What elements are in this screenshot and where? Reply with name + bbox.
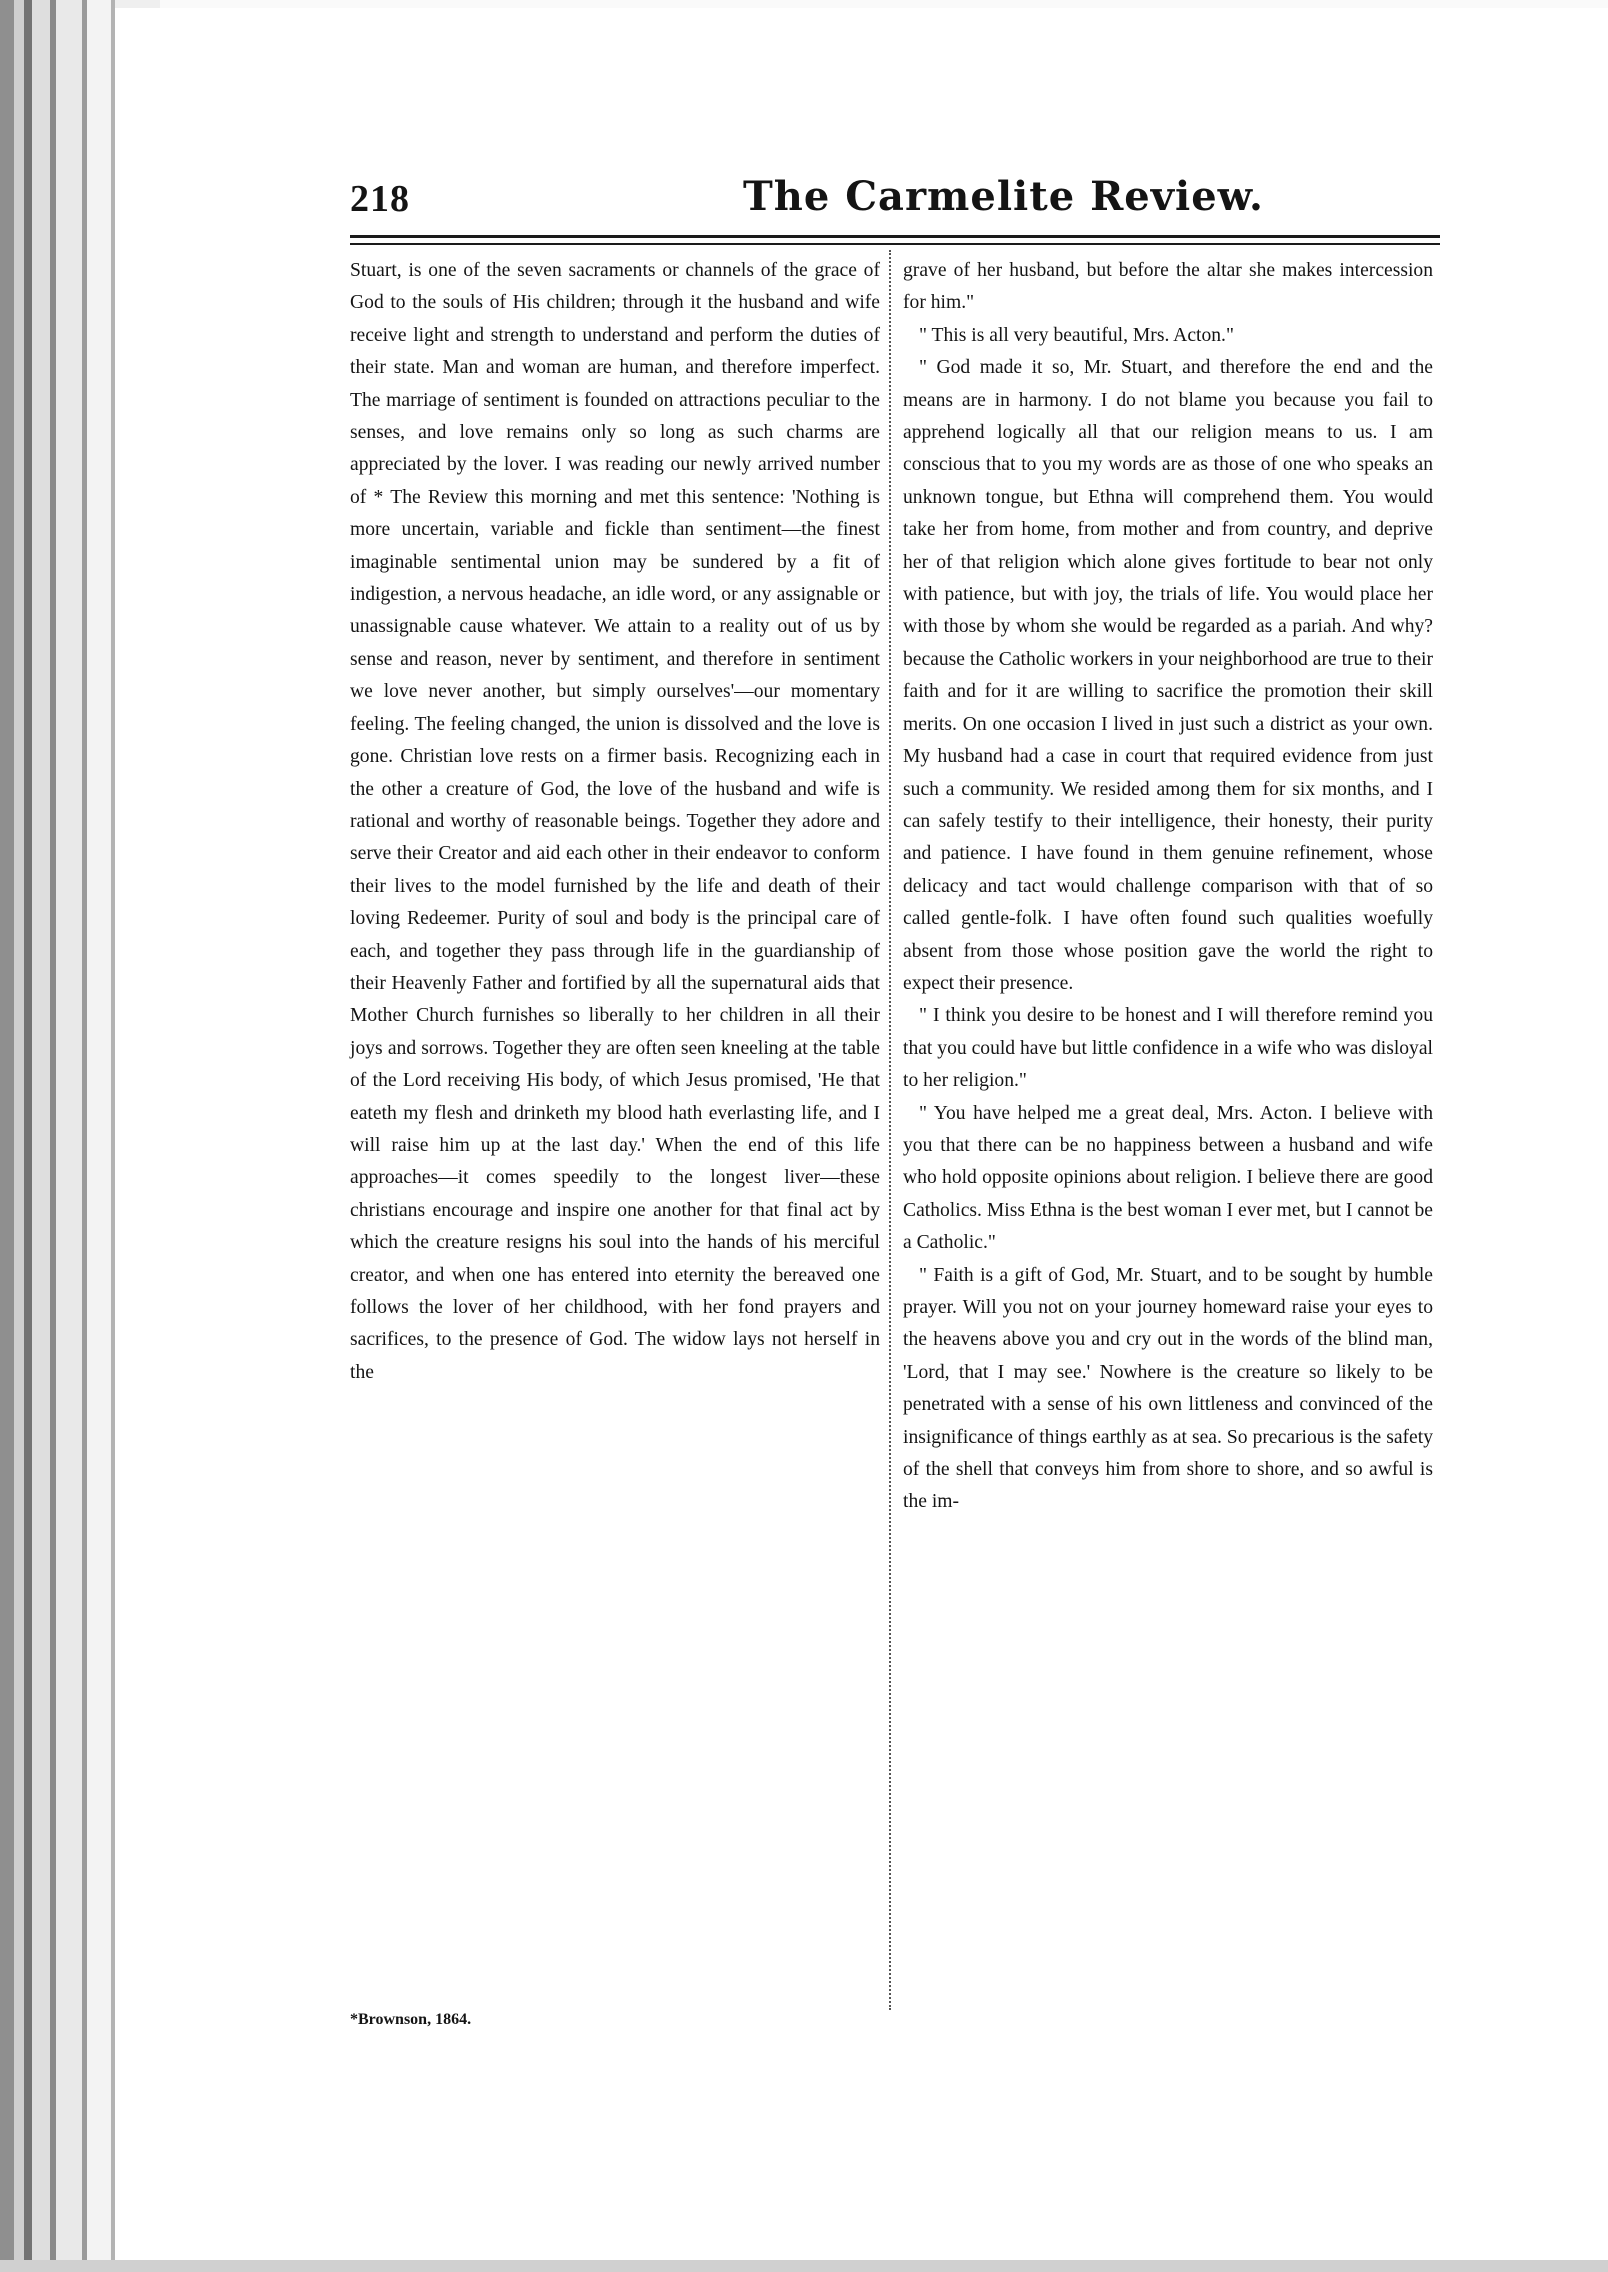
paragraph: " God made it so, Mr. Stuart, and therefore the end and the means are in harmony. I do not blame you because you fail to apprehend logically all that our religion means to us. I am conscious that to you my words are as those of one who speaks an unknown tongue, but Ethna will comprehend them. You would take her from home, from mother and from country, and deprive her of that religion which alone gives fortitude to bear not only with patience, but with joy, the trials of life. You would place her with those by whom she would be regarded as a pariah. And why? because the Catholic workers in your neighborhood are true to their faith and for it are willing to sacrifice the promotion their skill merits. On one occasion I lived in just such a district as your own. My husband had a case in court that required evidence from just such a community. We resided among them for six months, and I can safely testify to their intelligence, their honesty, their purity and patience. I have found in them genuine refinement, whose delicacy and tact would challenge comparison with that of so called gentle-folk. I have often found such qualities woefully absent from those whose position gave the world the right to expect their presence.: [903, 357, 1433, 994]
paragraph: " I think you desire to be honest and I will therefore remind you that you could have but little confidence in a wife who was disloyal to her religion.": [903, 1005, 1433, 1092]
paragraph: grave of her husband, but before the altar she makes intercession for him.": [903, 260, 1433, 314]
paragraph: " This is all very beautiful, Mrs. Acton.": [919, 324, 1234, 346]
page-stack-edge: [87, 0, 111, 2272]
paragraph: " Faith is a gift of God, Mr. Stuart, and to be sought by humble prayer. Will you not on your journey homeward raise your eyes to the heavens above you and cry out in the words of the blind man, 'Lord, that I may see.' Nowhere is the creature so likely to be penetrated with a sense of his own littleness and convinced of the insignificance of things earthly as at sea. So precarious is the safety of the shell that conveys him from shore to shore, and so awful is the im-: [903, 1264, 1433, 1513]
header-rule-thin: [350, 243, 1440, 245]
page-stack-edge: [14, 0, 24, 2272]
left-column: [350, 255, 880, 1389]
paragraph: Stuart, is one of the seven sacraments or channels of the grace of God to the souls of His children; through it the husband and wife receive light and strength to understand and perform the duties of their state. Man and woman are human, and therefore imperfect. The marriage of sentiment is founded on attractions peculiar to the senses, and love remains only so long as such charms are appreciated by the lover. I was reading our newly arrived number of * The Review this morning and met this sentence: 'Nothing is more uncertain, variable and fickle than sentiment—the finest imaginable sentimental union may be sundered by a fit of indigestion, a nervous headache, an idle word, or any assignable or unassignable cause whatever. We attain to a reality out of us by sense and reason, never by sentiment, and therefore in sentiment we love never another, but simply ourselves'—our momentary feeling. The feeling changed, the union is dissolved and the love is gone. Christian love rests on a firmer basis. Recognizing each in the other a creature of God, the love of the husband and wife is rational and worthy of reasonable beings. Together they adore and serve their Creator and aid each other in their endeavor to conform their lives to the model furnished by the life and death of their loving Redeemer. Purity of soul and body is the principal care of each, and together they pass through life in the guardianship of their Heavenly Father and fortified by all the supernatural aids that Mother Church furnishes so liberally to her children in all their joys and sorrows. Together they are often seen kneeling at the table of the Lord receiving His body, of which Jesus promised, 'He that eateth my flesh and drinketh my blood hath everlasting life, and I will raise him up at the last day.' When the end of this life approaches—it comes speedily to the longest liver—these christians encourage and inspire one another for that final act by which the creature resigns his soul into the hands of his merciful creator, and when one has entered into eternity the bereaved one follows the lover of her childhood, with her fond prayers and sacrifices, to the presence of God. The widow lays not herself in the: [350, 260, 880, 1383]
page-header: [233, 173, 1438, 233]
page-number: 218: [350, 178, 410, 220]
page-stack-edge: [0, 0, 14, 2272]
running-title: The Carmelite Review.: [743, 173, 1264, 220]
page-stack-edge: [32, 0, 50, 2272]
header-rule: [350, 235, 1440, 238]
column-divider: [889, 250, 891, 2010]
right-column: [903, 255, 1433, 1519]
footnote: *Brownson, 1864.: [350, 2011, 472, 2028]
paragraph: " You have helped me a great deal, Mrs. Acton. I believe with you that there can be no happiness between a husband and wife who hold opposite opinions about religion. I believe there are good Catholics. Miss Ethna is the best woman I ever met, but I cannot be a Catholic.": [903, 1102, 1433, 1254]
page-stack-edge: [56, 0, 82, 2272]
page-stack-edge: [24, 0, 32, 2272]
page-bottom-edge: [0, 2260, 1608, 2272]
